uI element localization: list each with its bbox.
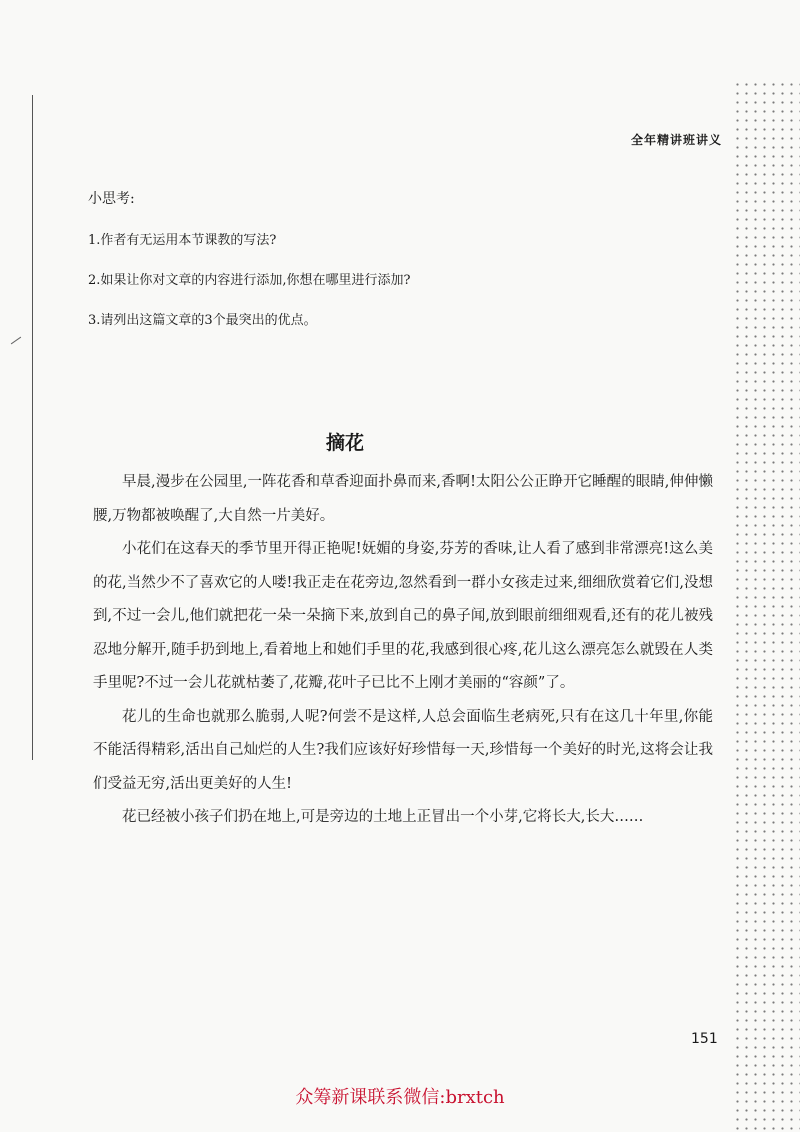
article-title: 摘花: [325, 432, 364, 454]
paragraph-3: 花儿的生命也就那么脆弱,人呢?何尝不是这样,人总会面临生老病死,只有在这几十年里,你能不能活得精彩,活出自己灿烂的人生?我们应该好好珍惜每一天,珍惜每一个美好的时光,这将会让我们受益无穷,活出更美好的人生!: [93, 708, 713, 792]
running-header: 全年精讲班讲义: [630, 133, 722, 147]
article-body: [93, 466, 713, 835]
footer-watermark: 众筹新课联系微信:brxtch: [295, 1087, 505, 1108]
paragraph-1: 早晨,漫步在公园里,一阵花香和草香迎面扑鼻而来,香啊!太阳公公正睁开它睡醒的眼睛,伸伸懒腰,万物都被唤醒了,大自然一片美好。: [93, 474, 713, 524]
question-1: 1.作者有无运用本节课教的写法?: [88, 233, 277, 248]
binding-mark: [11, 337, 21, 345]
dot-grid-margin: [733, 80, 800, 1132]
question-3: 3.请列出这篇文章的3个最突出的优点。: [88, 313, 317, 328]
thinking-title: 小思考:: [88, 191, 135, 207]
page-number: 151: [691, 1031, 718, 1047]
paragraph-4: 花已经被小孩子们扔在地上,可是旁边的土地上正冒出一个小芽,它将长大,长大……: [122, 809, 644, 825]
paragraph-2: 小花们在这春天的季节里开得正艳呢!妩媚的身姿,芬芳的香味,让人看了感到非常漂亮!这么美的花,当然少不了喜欢它的人喽!我正走在花旁边,忽然看到一群小女孩走过来,细细欣赏着它们,没想到,不过一会儿,他们就把花一朵一朵摘下来,放到自己的鼻子闻,放到眼前细细观看,还有的花儿被残忍地分解开,随手扔到地上,看着地上和她们手里的花,我感到很心疼,花儿这么漂亮怎么就毁在人类手里呢?不过一会儿花就枯萎了,花瓣,花叶子已比不上刚才美丽的“容颜”了。: [93, 541, 713, 691]
question-2: 2.如果让你对文章的内容进行添加,你想在哪里进行添加?: [88, 273, 411, 288]
